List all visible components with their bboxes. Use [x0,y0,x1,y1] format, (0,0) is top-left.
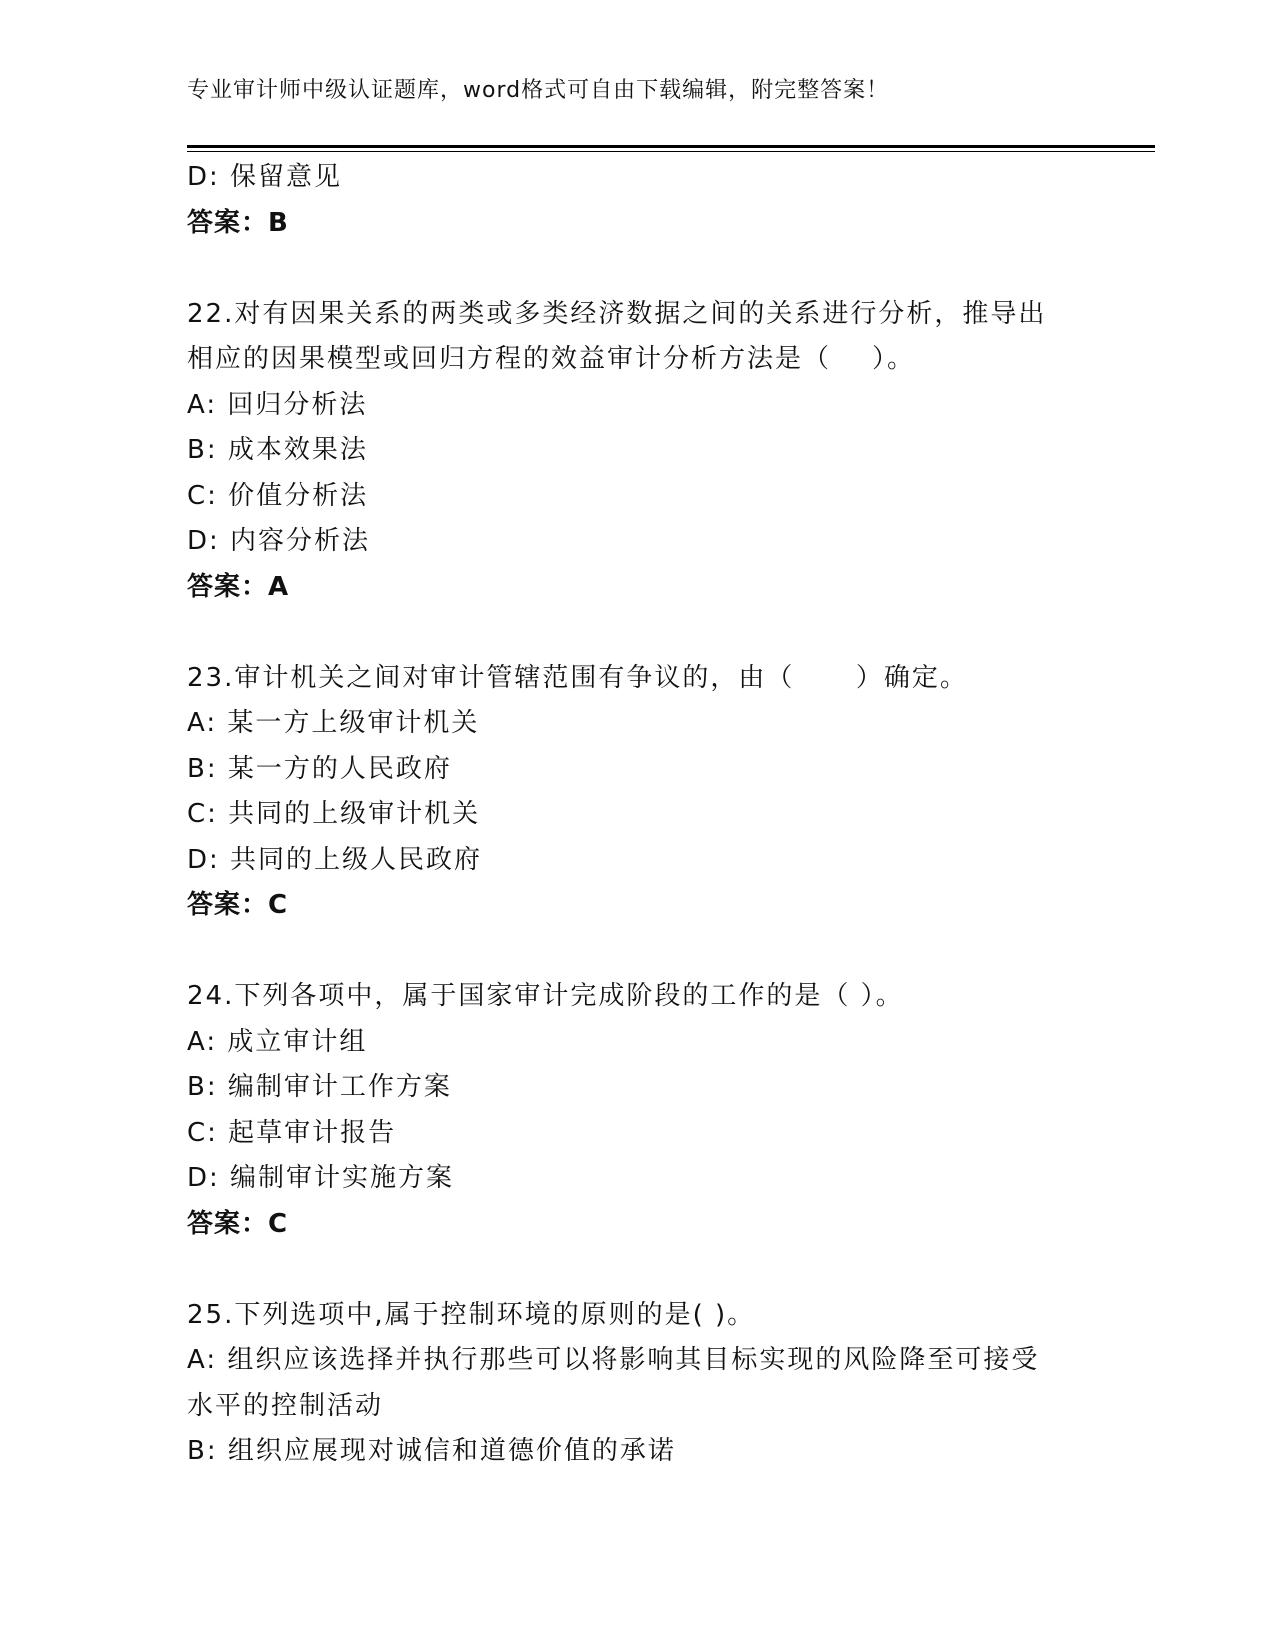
question-stem: 25.下列选项中,属于控制环境的原则的是( )。 [187,1299,756,1330]
option-c: C: 起草审计报告 [187,1117,397,1148]
question-stem: 相应的因果模型或回归方程的效益审计分析方法是（ ）。 [187,344,916,374]
page-header: 专业审计师中级认证题库，word格式可自由下载编辑，附完整答案！ [187,78,890,103]
header-rule-thick [187,145,1155,148]
option-d: D: 共同的上级人民政府 [187,844,483,875]
spacer [187,246,1087,292]
option-d: D: 内容分析法 [187,526,371,556]
spacer [187,1247,1087,1293]
header-rule-thin [187,151,1155,152]
option-a: A: 回归分析法 [187,389,368,420]
question-24 [187,974,1087,1247]
option-b: B: 成本效果法 [187,435,368,465]
question-stem: 24.下列各项中，属于国家审计完成阶段的工作的是（ ）。 [187,981,904,1011]
option-b: B: 组织应展现对诚信和道德价值的承诺 [187,1436,676,1466]
option-d: D: 保留意见 [187,162,343,192]
document-body [187,155,1087,1475]
question-stem: 23.审计机关之间对审计管辖范围有争议的，由（ ）确定。 [187,662,968,693]
answer: 答案：A [187,571,290,602]
answer: 答案：C [187,1208,289,1239]
answer: 答案：B [187,207,289,238]
answer: 答案：C [187,890,289,920]
option-a: A: 组织应该选择并执行那些可以将影响其目标实现的风险降至可接受 [187,1345,1040,1375]
option-d: D: 编制审计实施方案 [187,1163,455,1193]
option-a-continued: 水平的控制活动 [187,1390,384,1421]
spacer [187,610,1087,656]
question-25 [187,1293,1087,1475]
option-c: C: 共同的上级审计机关 [187,799,481,829]
option-c: C: 价值分析法 [187,480,369,511]
option-a: A: 某一方上级审计机关 [187,708,480,738]
option-b: B: 编制审计工作方案 [187,1072,452,1102]
option-b: B: 某一方的人民政府 [187,753,452,784]
spacer [187,929,1087,975]
question-23 [187,656,1087,929]
option-a: A: 成立审计组 [187,1026,368,1057]
question-22 [187,292,1087,611]
question-stem: 22.对有因果关系的两类或多类经济数据之间的关系进行分析，推导出 [187,298,1047,329]
